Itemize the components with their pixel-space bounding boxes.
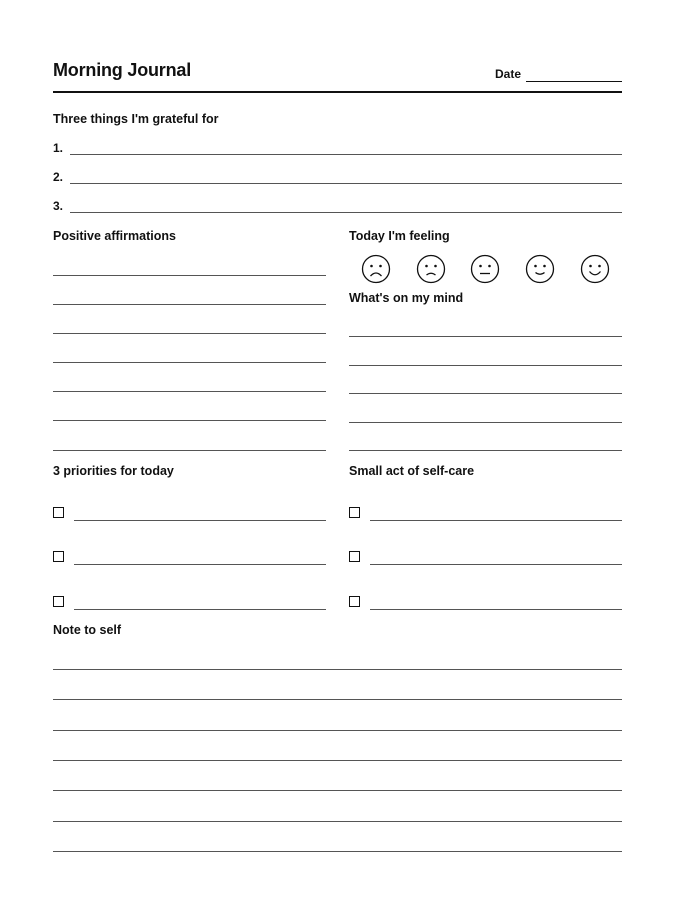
priority-checkbox-3[interactable] bbox=[53, 596, 64, 607]
affirmation-line[interactable] bbox=[53, 333, 326, 334]
affirmations-heading: Positive affirmations bbox=[53, 229, 176, 243]
gratitude-number-3: 3. bbox=[53, 199, 64, 213]
priorities-heading: 3 priorities for today bbox=[53, 464, 174, 478]
note-heading: Note to self bbox=[53, 623, 122, 637]
note-line[interactable] bbox=[53, 669, 622, 670]
affirmation-line[interactable] bbox=[53, 450, 326, 451]
date-field-line[interactable] bbox=[526, 81, 622, 82]
gratitude-line-3[interactable] bbox=[70, 212, 622, 213]
affirmation-line[interactable] bbox=[53, 275, 326, 276]
happy-face-icon[interactable] bbox=[580, 254, 610, 284]
affirmation-line[interactable] bbox=[53, 391, 326, 392]
affirmation-line[interactable] bbox=[53, 420, 326, 421]
selfcare-line-2[interactable] bbox=[370, 564, 622, 565]
note-line[interactable] bbox=[53, 699, 622, 700]
note-line[interactable] bbox=[53, 851, 622, 852]
priority-line-3[interactable] bbox=[74, 609, 326, 610]
feeling-heading: Today I'm feeling bbox=[349, 229, 450, 243]
priority-line-1[interactable] bbox=[74, 520, 326, 521]
gratitude-line-1[interactable] bbox=[70, 154, 622, 155]
mind-line[interactable] bbox=[349, 450, 622, 451]
neutral-face-icon[interactable] bbox=[470, 254, 500, 284]
affirmation-line[interactable] bbox=[53, 304, 326, 305]
selfcare-checkbox-3[interactable] bbox=[349, 596, 360, 607]
gratitude-heading: Three things I'm grateful for bbox=[53, 112, 219, 126]
priority-checkbox-2[interactable] bbox=[53, 551, 64, 562]
note-line[interactable] bbox=[53, 760, 622, 761]
priority-line-2[interactable] bbox=[74, 564, 326, 565]
sad-face-icon[interactable] bbox=[416, 254, 446, 284]
gratitude-number-1: 1. bbox=[53, 141, 64, 155]
very-sad-face-icon[interactable] bbox=[361, 254, 391, 284]
mind-line[interactable] bbox=[349, 336, 622, 337]
affirmation-line[interactable] bbox=[53, 362, 326, 363]
gratitude-number-2: 2. bbox=[53, 170, 64, 184]
slight-smile-face-icon[interactable] bbox=[525, 254, 555, 284]
header-divider bbox=[53, 91, 622, 93]
page-title: Morning Journal bbox=[53, 60, 191, 80]
mind-line[interactable] bbox=[349, 365, 622, 366]
selfcare-line-1[interactable] bbox=[370, 520, 622, 521]
selfcare-checkbox-2[interactable] bbox=[349, 551, 360, 562]
note-line[interactable] bbox=[53, 790, 622, 791]
mind-line[interactable] bbox=[349, 393, 622, 394]
selfcare-line-3[interactable] bbox=[370, 609, 622, 610]
gratitude-line-2[interactable] bbox=[70, 183, 622, 184]
date-label: Date bbox=[495, 67, 522, 81]
selfcare-checkbox-1[interactable] bbox=[349, 507, 360, 518]
note-line[interactable] bbox=[53, 821, 622, 822]
selfcare-heading: Small act of self-care bbox=[349, 464, 475, 478]
mind-line[interactable] bbox=[349, 422, 622, 423]
priority-checkbox-1[interactable] bbox=[53, 507, 64, 518]
mind-heading: What's on my mind bbox=[349, 291, 464, 305]
note-line[interactable] bbox=[53, 730, 622, 731]
